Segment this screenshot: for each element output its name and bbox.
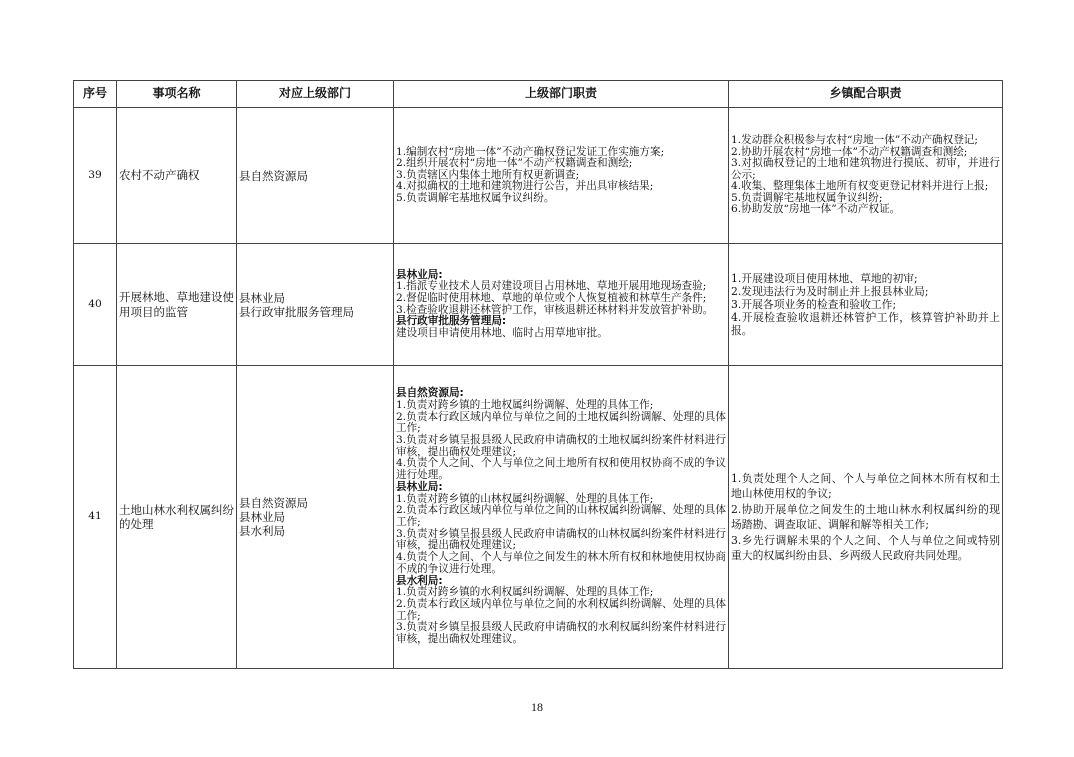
row-number: 40 — [74, 244, 117, 366]
duty-line: 2.负责本行政区域内单位与单位之间的水利权属纠纷调解、处理的具体工作; — [396, 597, 726, 622]
duty-line: 4.对拟确权的土地和建筑物进行公告，并出具审核结果; — [396, 180, 654, 193]
duty-line: 1.负责对跨乡镇的土地权属纠纷调解、处理的具体工作; — [396, 398, 654, 411]
dept-item: 县林业局 — [239, 510, 285, 524]
dept-list — [237, 366, 394, 669]
duty-line: 4.负责个人之间、个人与单位之间发生的林木所有权和林地使用权协商不成的争议进行处理。 — [396, 551, 726, 575]
item-name: 农村不动产确权 — [117, 108, 237, 244]
dept-list — [237, 108, 394, 244]
superior-duties — [394, 366, 729, 669]
header-township: 乡镇配合职责 — [729, 81, 1003, 108]
dept-item: 县林业局 — [239, 290, 285, 305]
superior-duties — [394, 244, 729, 366]
table-row — [74, 366, 1003, 669]
duty-line: 5.负责调解宅基地权属争议纠纷。 — [396, 191, 555, 204]
header-superior: 上级部门职责 — [394, 81, 729, 108]
dept-list — [237, 244, 394, 366]
header-item: 事项名称 — [117, 81, 237, 108]
header-row — [74, 81, 1003, 108]
duty-line: 2.协助开展单位之间发生的土地山林水利权属纠纷的现场踏勘、调查取证、调解和解等相关工作; — [731, 502, 1000, 531]
dept-item: 县行政审批服务管理局 — [239, 304, 354, 319]
duty-line: 4.收集、整理集体土地所有权变更登记材料并进行上报; — [731, 180, 989, 193]
row-number: 39 — [74, 108, 117, 244]
township-duties — [729, 366, 1003, 669]
duty-line: 2.组织开展农村“房地一体”不动产权籍调查和测绘; — [396, 157, 633, 170]
dept-item: 县自然资源局 — [239, 168, 308, 183]
duty-line: 3.负责对乡镇呈报县级人民政府申请确权的山林权属纠纷案件材料进行审核，提出确权处理建议; — [396, 527, 726, 552]
dept-heading: 县自然资源局: — [396, 387, 464, 400]
duty-line: 2.督促临时使用林地、草地的单位或个人恢复植被和林草生产条件; — [396, 291, 707, 304]
duty-line: 2.协助开展农村“房地一体”不动产权籍调查和测绘; — [731, 145, 968, 158]
township-duties — [729, 108, 1003, 244]
duty-line: 1.发动群众积极参与农村“房地一体”不动产确权登记; — [731, 133, 978, 146]
duty-line: 1.指派专业技术人员对建设项目占用林地、草地开展用地现场查验; — [396, 280, 707, 293]
duty-line: 1.负责对跨乡镇的水利权属纠纷调解、处理的具体工作; — [396, 586, 654, 599]
duty-line: 3.检查验收退耕还林管护工作，审核退耕还林材料并发放管护补助。 — [396, 303, 714, 316]
duty-line: 1.开展建设项目使用林地、草地的初审; — [731, 272, 918, 285]
duty-line: 3.负责对乡镇呈报县级人民政府申请确权的土地权属纠纷案件材料进行审核，提出确权处理建议; — [396, 434, 726, 458]
duty-line: 5.负责调解宅基地权属争议纠纷; — [731, 191, 883, 204]
duty-line: 1.编制农村“房地一体”不动产确权登记发证工作实施方案; — [396, 145, 665, 158]
duty-line: 4.开展检查验收退耕还林管护工作，核算管护补助并上报。 — [731, 311, 1000, 337]
duty-line: 3.对拟确权登记的土地和建筑物进行摸底、初审，并进行公示; — [731, 157, 1000, 181]
item-name: 土地山林水利权属纠纷的处理 — [117, 366, 237, 669]
table-row — [74, 108, 1003, 244]
dept-heading: 县行政审批服务管理局: — [396, 315, 507, 328]
superior-duties — [394, 108, 729, 244]
duty-line: 2.负责本行政区域内单位与单位之间的山林权属纠纷调解、处理的具体工作; — [396, 504, 726, 528]
dept-item: 县水利局 — [239, 524, 285, 538]
page-number: 18 — [531, 700, 543, 714]
header-no: 序号 — [74, 81, 117, 108]
duty-line: 3.乡先行调解未果的个人之间、个人与单位之间或特别重大的权属纠纷由县、乡两级人民政府共同处理。 — [731, 533, 1000, 562]
responsibility-table — [73, 80, 1003, 669]
duty-line: 建设项目申请使用林地、临时占用草地审批。 — [396, 326, 608, 339]
dept-heading: 县林业局: — [396, 480, 443, 493]
duty-line: 2.发现违法行为及时制止并上报县林业局; — [731, 285, 929, 298]
item-name: 开展林地、草地建设使用项目的监管 — [117, 244, 237, 366]
duty-line: 3.负责辖区内集体土地所有权更新调查; — [396, 168, 580, 181]
table-row — [74, 244, 1003, 366]
header-dept: 对应上级部门 — [237, 81, 394, 108]
duty-line: 6.协助发放“房地一体”不动产权证。 — [731, 203, 901, 216]
duty-line: 2.负责本行政区域内单位与单位之间的土地权属纠纷调解、处理的具体工作; — [396, 410, 726, 435]
duty-line: 3.开展各项业务的检查和验收工作; — [731, 298, 897, 311]
duty-line: 3.负责对乡镇呈报县级人民政府申请确权的水利权属纠纷案件材料进行审核，提出确权处理建议。 — [396, 621, 726, 646]
dept-heading: 县水利局: — [396, 574, 443, 587]
dept-item: 县自然资源局 — [239, 496, 308, 510]
township-duties — [729, 244, 1003, 366]
row-number: 41 — [74, 366, 117, 669]
duty-line: 4.负责个人之间、个人与单位之间土地所有权和使用权协商不成的争议进行处理。 — [396, 457, 726, 482]
duty-line: 1.负责对跨乡镇的山林权属纠纷调解、处理的具体工作; — [396, 492, 654, 505]
dept-heading: 县林业局: — [396, 268, 443, 281]
duty-line: 1.负责处理个人之间、个人与单位之间林木所有权和土地山林使用权的争议; — [731, 471, 1000, 500]
